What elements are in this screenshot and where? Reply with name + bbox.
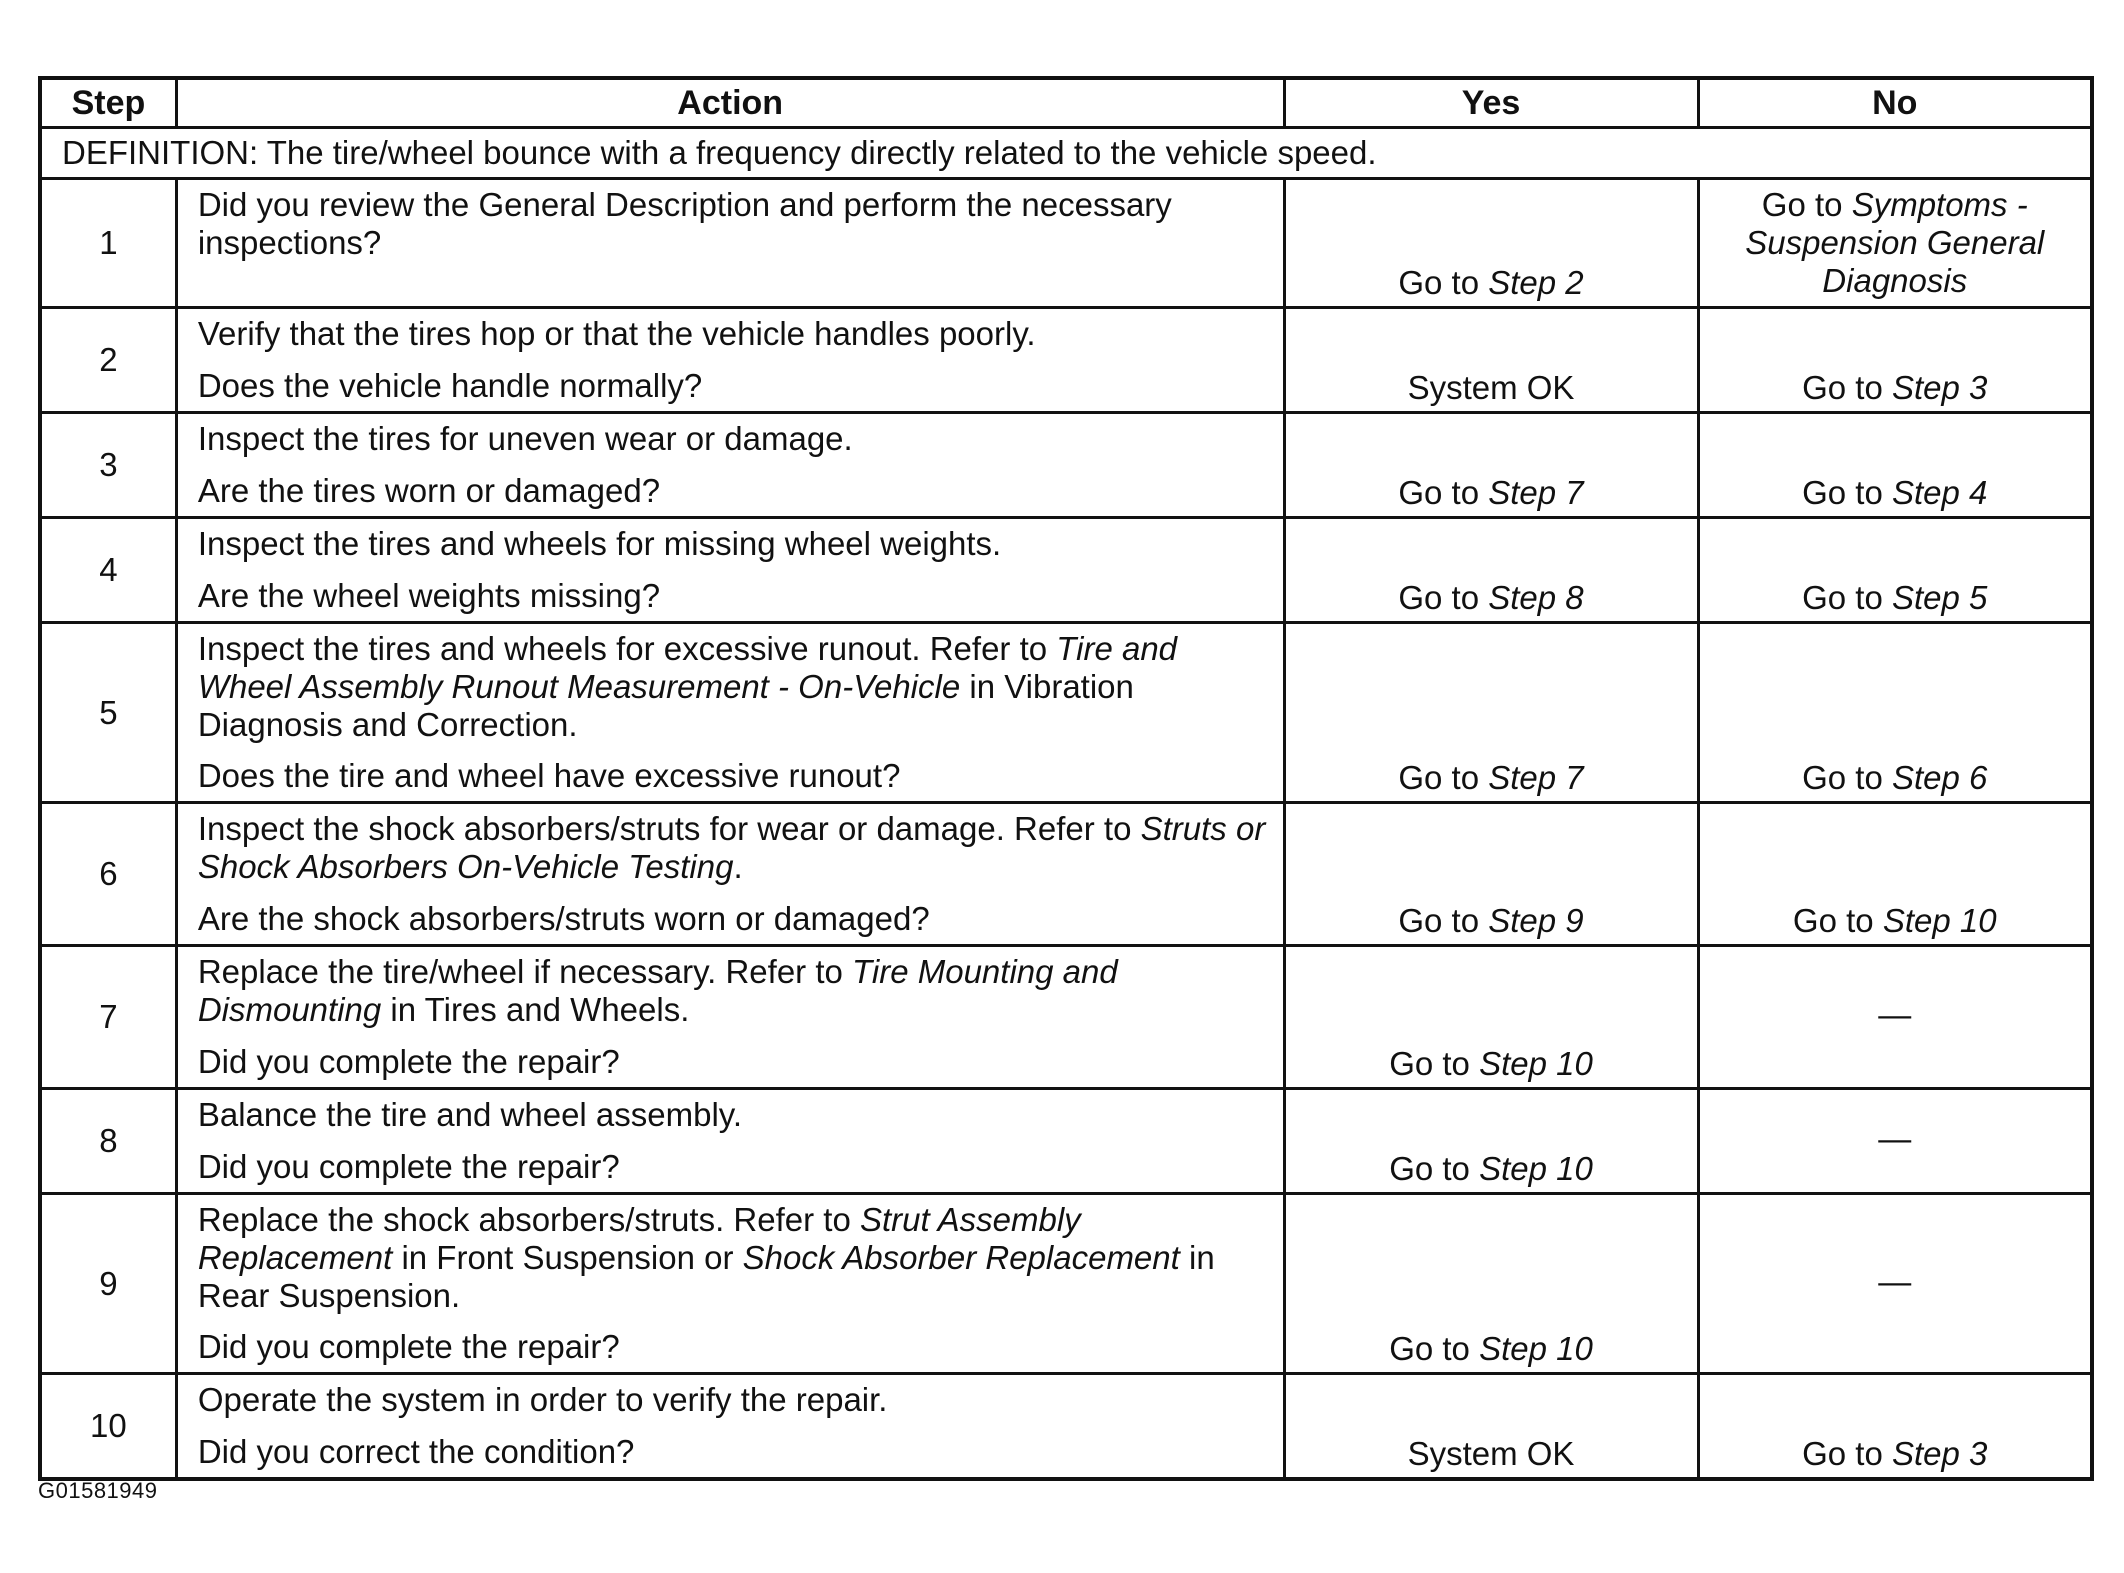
table-row xyxy=(40,803,2092,946)
action-instruction-segment: Did you review the General Description and perform the necessary inspections? xyxy=(197,186,1172,261)
no-result xyxy=(1698,623,2092,803)
action-cell xyxy=(176,1374,1284,1480)
no-result-segment: Go to xyxy=(1802,759,1892,796)
action-instruction xyxy=(198,1381,1273,1419)
no-result-segment: Symptoms - Suspension General Diagnosis xyxy=(1745,186,2045,299)
no-result xyxy=(1698,1194,2092,1374)
no-result-segment: Step 5 xyxy=(1891,579,1988,616)
action-cell xyxy=(176,179,1284,308)
yes-result-segment: Step 10 xyxy=(1479,1330,1593,1367)
yes-result xyxy=(1284,1089,1698,1194)
no-result-segment: — xyxy=(1878,1262,1912,1300)
no-result xyxy=(1698,1089,2092,1194)
yes-result-segment: Go to xyxy=(1398,902,1489,939)
step-number: 3 xyxy=(40,413,176,518)
table-row xyxy=(40,1194,2092,1374)
action-question: Does the vehicle handle normally? xyxy=(197,367,703,404)
yes-result xyxy=(1284,308,1698,413)
yes-result xyxy=(1284,1194,1698,1374)
step-number: 9 xyxy=(40,1194,176,1374)
yes-result-segment: Step 2 xyxy=(1488,264,1584,301)
action-instruction-segment: in Tires and Wheels. xyxy=(381,991,690,1028)
action-instruction-segment: Inspect the tires and wheels for missing wheel weights. xyxy=(197,525,1002,562)
action-instruction-segment: Inspect the tires and wheels for excessive runout. Refer to xyxy=(197,630,1057,667)
yes-result-segment: Go to xyxy=(1398,474,1489,511)
header-step: Step xyxy=(40,78,176,128)
table-row xyxy=(40,623,2092,803)
yes-result-segment: Go to xyxy=(1389,1150,1480,1187)
action-question: Are the wheel weights missing? xyxy=(197,577,661,614)
no-result-segment: Step 4 xyxy=(1891,474,1988,511)
yes-result xyxy=(1284,803,1698,946)
no-result xyxy=(1698,518,2092,623)
action-cell xyxy=(176,946,1284,1089)
action-content xyxy=(198,315,1273,405)
diagnostic-table xyxy=(38,76,2094,1481)
action-instruction xyxy=(198,953,1273,1029)
step-number: 5 xyxy=(40,623,176,803)
no-result-segment: Go to xyxy=(1761,186,1852,223)
table-row xyxy=(40,179,2092,308)
no-result xyxy=(1698,1374,2092,1480)
action-cell xyxy=(176,413,1284,518)
no-result-segment: Go to xyxy=(1792,902,1883,939)
action-instruction-segment: . xyxy=(733,848,743,885)
action-instruction xyxy=(198,630,1273,744)
header-yes: Yes xyxy=(1284,78,1698,128)
table-row xyxy=(40,1089,2092,1194)
no-result xyxy=(1698,179,2092,308)
action-instruction-segment: Verify that the tires hop or that the vehicle handles poorly. xyxy=(197,315,1036,352)
action-instruction xyxy=(198,1096,1273,1134)
action-instruction-segment: Balance the tire and wheel assembly. xyxy=(197,1096,743,1133)
action-instruction-segment: in Rear Suspension. xyxy=(197,1239,1215,1314)
action-cell xyxy=(176,1194,1284,1374)
action-instruction xyxy=(198,1201,1273,1315)
action-instruction-segment: Tire and Wheel Assembly Runout Measurement - On-Vehicle xyxy=(197,630,1178,705)
no-result xyxy=(1698,946,2092,1089)
action-question: Are the tires worn or damaged? xyxy=(197,472,661,509)
header-no: No xyxy=(1698,78,2092,128)
table-row xyxy=(40,413,2092,518)
yes-result-segment: Go to xyxy=(1398,264,1489,301)
figure-id: G01581949 xyxy=(38,1478,158,1503)
table-row xyxy=(40,518,2092,623)
no-result-segment: Step 3 xyxy=(1891,369,1988,406)
action-content xyxy=(198,420,1273,510)
yes-result-segment: Go to xyxy=(1389,1045,1480,1082)
no-result-segment: Step 3 xyxy=(1891,1435,1988,1472)
definition-row xyxy=(40,128,2092,179)
yes-result xyxy=(1284,946,1698,1089)
action-content xyxy=(198,1096,1273,1186)
action-cell xyxy=(176,623,1284,803)
step-number: 10 xyxy=(40,1374,176,1480)
action-content xyxy=(198,186,1273,300)
action-instruction-segment: Replace the tire/wheel if necessary. Refer to xyxy=(197,953,853,990)
action-instruction-segment: Tire Mounting and Dismounting xyxy=(197,953,1118,1028)
yes-result xyxy=(1284,623,1698,803)
action-question: Did you complete the repair? xyxy=(197,1043,620,1080)
action-instruction-segment: in Front Suspension or xyxy=(392,1239,743,1276)
action-cell xyxy=(176,308,1284,413)
action-question: Does the tire and wheel have excessive runout? xyxy=(197,757,901,794)
no-result xyxy=(1698,308,2092,413)
action-instruction-segment: Operate the system in order to verify the repair. xyxy=(197,1381,888,1418)
step-number: 8 xyxy=(40,1089,176,1194)
action-instruction-segment: Strut Assembly Replacement xyxy=(197,1201,1081,1276)
yes-result-segment: Go to xyxy=(1398,759,1489,796)
action-instruction-segment: Inspect the shock absorbers/struts for wear or damage. Refer to xyxy=(197,810,1141,847)
no-result-segment: Step 10 xyxy=(1882,902,1997,939)
no-result-segment: Go to xyxy=(1802,369,1892,406)
action-content xyxy=(198,1381,1273,1471)
action-content xyxy=(198,630,1273,795)
yes-result-segment: Step 8 xyxy=(1488,579,1584,616)
action-instruction-segment: in Vibration Diagnosis and Correction. xyxy=(197,668,1134,743)
step-number: 4 xyxy=(40,518,176,623)
action-instruction-segment: Shock Absorber Replacement xyxy=(742,1239,1180,1276)
step-number: 1 xyxy=(40,179,176,308)
header-row xyxy=(40,78,2092,128)
yes-result-segment: Go to xyxy=(1389,1330,1480,1367)
action-cell xyxy=(176,1089,1284,1194)
yes-result-segment: System OK xyxy=(1407,1435,1575,1472)
no-result xyxy=(1698,803,2092,946)
yes-result-segment: System OK xyxy=(1407,369,1575,406)
action-instruction xyxy=(198,420,1273,458)
step-number: 6 xyxy=(40,803,176,946)
table-body xyxy=(40,128,2092,1480)
action-instruction-segment: Struts or Shock Absorbers On-Vehicle Testing xyxy=(197,810,1266,885)
definition-text: DEFINITION: The tire/wheel bounce with a frequency directly related to the vehicle speed. xyxy=(40,128,2092,179)
yes-result-segment: Step 7 xyxy=(1488,474,1584,511)
yes-result xyxy=(1284,179,1698,308)
yes-result-segment: Step 9 xyxy=(1488,902,1584,939)
yes-result xyxy=(1284,1374,1698,1480)
action-content xyxy=(198,1201,1273,1366)
action-instruction xyxy=(198,525,1273,563)
action-question: Are the shock absorbers/struts worn or damaged? xyxy=(197,900,930,937)
step-number: 7 xyxy=(40,946,176,1089)
no-result-segment: Go to xyxy=(1802,474,1892,511)
no-result-segment: — xyxy=(1878,996,1912,1033)
action-question: Did you complete the repair? xyxy=(197,1328,620,1365)
yes-result xyxy=(1284,413,1698,518)
action-cell xyxy=(176,803,1284,946)
yes-result-segment: Step 10 xyxy=(1479,1045,1593,1082)
yes-result-segment: Step 7 xyxy=(1488,759,1584,796)
action-cell xyxy=(176,518,1284,623)
no-result-segment: Go to xyxy=(1802,1435,1892,1472)
step-number: 2 xyxy=(40,308,176,413)
table-row xyxy=(40,946,2092,1089)
no-result-segment: Step 6 xyxy=(1891,759,1988,796)
action-instruction xyxy=(198,186,1273,262)
no-result xyxy=(1698,413,2092,518)
action-question: Did you correct the condition? xyxy=(197,1433,635,1470)
action-instruction-segment: Replace the shock absorbers/struts. Refer to xyxy=(197,1201,860,1238)
table-row xyxy=(40,308,2092,413)
yes-result-segment: Go to xyxy=(1398,579,1489,616)
table-row xyxy=(40,1374,2092,1480)
action-content xyxy=(198,810,1273,938)
header-action: Action xyxy=(176,78,1284,128)
action-content xyxy=(198,525,1273,615)
action-question: Did you complete the repair? xyxy=(197,1148,620,1185)
yes-result xyxy=(1284,518,1698,623)
action-instruction-segment: Inspect the tires for uneven wear or damage. xyxy=(197,420,853,457)
action-instruction xyxy=(198,315,1273,353)
action-instruction xyxy=(198,810,1273,886)
action-content xyxy=(198,953,1273,1081)
no-result-segment: — xyxy=(1878,1120,1912,1157)
yes-result-segment: Step 10 xyxy=(1479,1150,1593,1187)
no-result-segment: Go to xyxy=(1802,579,1892,616)
